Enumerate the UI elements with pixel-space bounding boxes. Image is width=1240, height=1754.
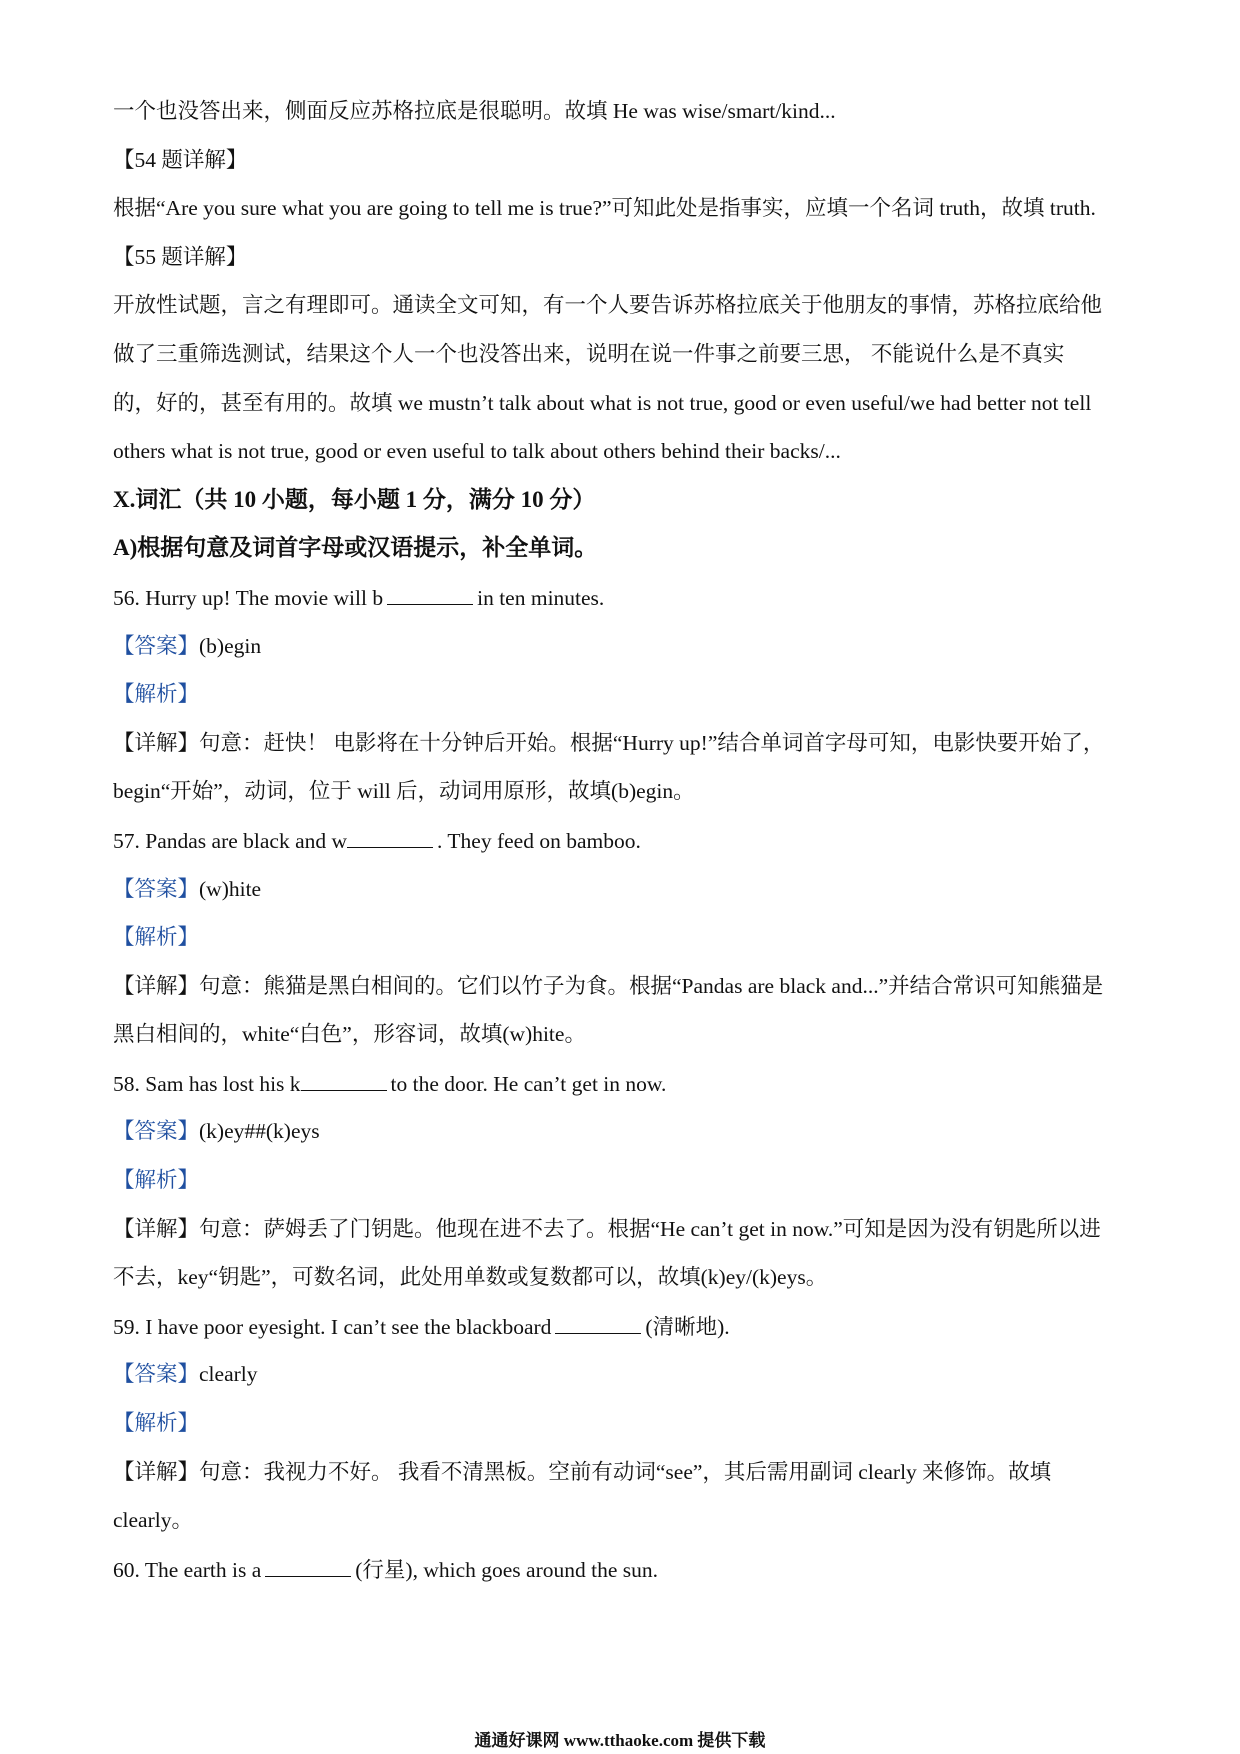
text-line-q55-3: 的，好的，甚至有用的。故填 we mustn’t talk about what is not true, good or even useful/we had better not tell xyxy=(113,390,1092,415)
answer-blank xyxy=(301,1068,387,1091)
detail-58-1 xyxy=(113,1214,1123,1244)
analysis-label-57: 【解析】 xyxy=(113,925,200,950)
text-line-q55-2: 做了三重筛选测试，结果这个人一个也没答出来，说明在说一件事之前要三思， 不能说什么是不真实 xyxy=(113,341,1065,366)
detail-59-1 xyxy=(113,1457,1123,1487)
question-60-tail: (行星), which goes around the sun. xyxy=(355,1557,658,1582)
answer-57 xyxy=(113,874,1123,904)
question-58-tail: to the door. He can’t get in now. xyxy=(390,1071,667,1096)
analysis-label-58: 【解析】 xyxy=(113,1168,200,1193)
question-58-text: 58. Sam has lost his k xyxy=(113,1071,301,1096)
text-line-q55-4: others what is not true, good or even useful to talk about others behind their backs/... xyxy=(113,439,841,464)
question-59 xyxy=(113,1311,1123,1341)
detail-label: 【详解】 xyxy=(113,973,200,998)
question-58 xyxy=(113,1068,1123,1098)
question-60-text: 60. The earth is a xyxy=(113,1557,262,1582)
answer-57-value: (w)hite xyxy=(199,876,262,901)
detail-label: 【详解】 xyxy=(113,1216,200,1241)
answer-blank xyxy=(387,582,473,605)
page-footer: 通通好课网 www.tthaoke.com 提供下载 xyxy=(474,1731,766,1750)
question-60 xyxy=(113,1554,1123,1584)
answer-59 xyxy=(113,1359,1123,1389)
detail-57-text: 句意：熊猫是黑白相间的。它们以竹子为食。根据“Pandas are black and...”并结合常识可知熊猫是 xyxy=(199,973,1104,998)
answer-59-value: clearly xyxy=(199,1362,258,1387)
detail-56-2: begin“开始”，动词，位于 will 后，动词用原形，故填(b)egin。 xyxy=(113,779,695,804)
answer-56 xyxy=(113,631,1123,661)
answer-label: 【答案】 xyxy=(113,876,200,901)
section-title: X.词汇（共 10 小题，每小题 1 分，满分 10 分） xyxy=(113,486,596,512)
text-line-1: 一个也没答出来，侧面反应苏格拉底是很聪明。故填 He was wise/smart/kind... xyxy=(113,99,836,123)
detail-59-2: clearly。 xyxy=(113,1508,193,1533)
detail-58-2: 不去，key“钥匙”，可数名词，此处用单数或复数都可以，故填(k)ey/(k)eys。 xyxy=(113,1265,828,1290)
answer-blank xyxy=(555,1311,641,1334)
question-57-tail: . They feed on bamboo. xyxy=(437,828,641,853)
detail-59-text: 句意：我视力不好。 我看不清黑板。空前有动词“see”，其后需用副词 clearly 来修饰。故填 xyxy=(199,1459,1052,1484)
detail-56-1 xyxy=(113,728,1123,758)
question-57 xyxy=(113,825,1123,855)
heading-q55-detail: 【55 题详解】 xyxy=(113,244,248,269)
question-59-text: 59. I have poor eyesight. I can’t see the blackboard xyxy=(113,1314,552,1339)
detail-label: 【详解】 xyxy=(113,730,200,755)
detail-58-text: 句意：萨姆丢了门钥匙。他现在进不去了。根据“He can’t get in now.”可知是因为没有钥匙所以进 xyxy=(199,1216,1101,1241)
answer-blank xyxy=(347,825,433,848)
analysis-label-56: 【解析】 xyxy=(113,682,200,707)
answer-58-value: (k)ey##(k)eys xyxy=(199,1119,320,1144)
question-56-tail: in ten minutes. xyxy=(477,585,605,610)
answer-label: 【答案】 xyxy=(113,1119,200,1144)
question-59-tail: (清晰地). xyxy=(645,1314,730,1339)
detail-label: 【详解】 xyxy=(113,1459,200,1484)
question-56 xyxy=(113,582,1123,612)
text-line-q55-1: 开放性试题，言之有理即可。通读全文可知，有一个人要告诉苏格拉底关于他朋友的事情，苏格拉底给他 xyxy=(113,293,1103,318)
heading-q54-detail: 【54 题详解】 xyxy=(113,147,248,172)
answer-label: 【答案】 xyxy=(113,633,200,658)
detail-56-text: 句意：赶快！ 电影将在十分钟后开始。根据“Hurry up!”结合单词首字母可知，电影快要开始了， xyxy=(199,730,1105,755)
answer-blank xyxy=(265,1554,351,1577)
answer-58 xyxy=(113,1116,1123,1146)
detail-57-2: 黑白相间的，white“白色”，形容词，故填(w)hite。 xyxy=(113,1022,586,1047)
question-56-text: 56. Hurry up! The movie will b xyxy=(113,585,384,610)
text-line-q54: 根据“Are you sure what you are going to tell me is true?”可知此处是指事实，应填一个名词 truth，故填 truth. xyxy=(113,196,1096,221)
detail-57-1 xyxy=(113,971,1123,1001)
question-57-text: 57. Pandas are black and w xyxy=(113,828,348,853)
analysis-label-59: 【解析】 xyxy=(113,1411,200,1436)
answer-label: 【答案】 xyxy=(113,1362,200,1387)
document-page xyxy=(113,96,1123,1602)
section-subtitle: A)根据句意及词首字母或汉语提示，补全单词。 xyxy=(113,535,598,561)
answer-56-value: (b)egin xyxy=(199,633,262,658)
